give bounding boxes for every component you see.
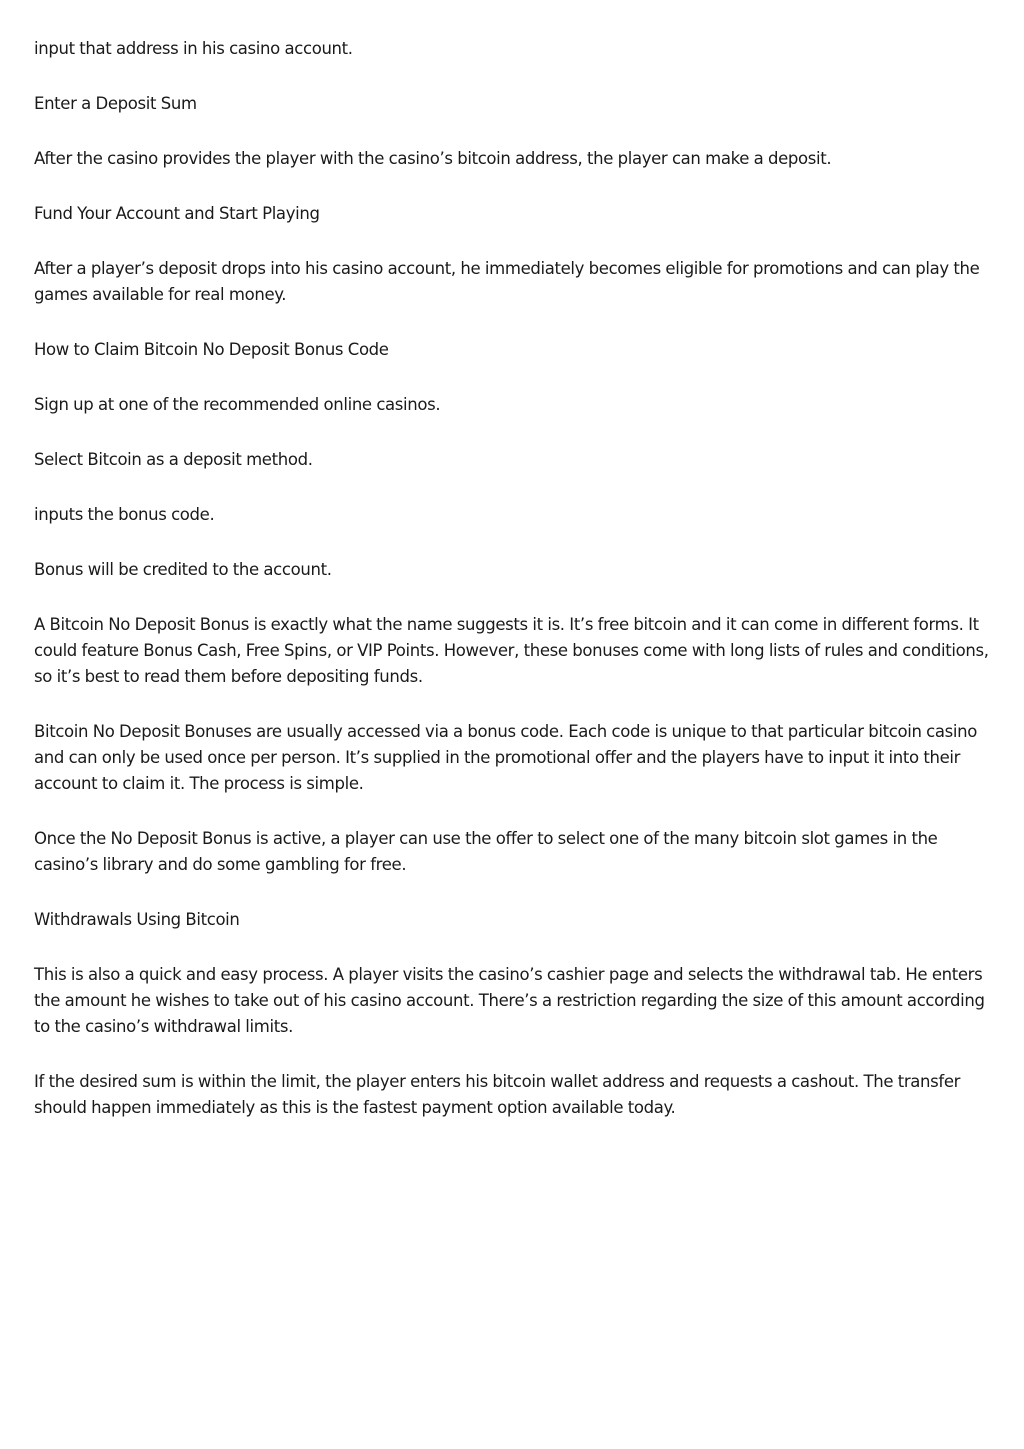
heading-claim-no-deposit-bonus: How to Claim Bitcoin No Deposit Bonus Code: [34, 340, 389, 359]
step-select-bitcoin: Select Bitcoin as a deposit method.: [34, 450, 313, 469]
paragraph-bonus-code-usage: Bitcoin No Deposit Bonuses are usually accessed via a bonus code. Each code is unique to that particular bitcoin casino and can only be used once per person. It’s supplied in the promotional offer and the players have to input it into their account to claim it. The process is simple.: [34, 722, 977, 793]
heading-enter-deposit-sum: Enter a Deposit Sum: [34, 94, 197, 113]
paragraph-no-deposit-bonus-explained: A Bitcoin No Deposit Bonus is exactly what the name suggests it is. It’s free bitcoin and it can come in different forms. It could feature Bonus Cash, Free Spins, or VIP Points. However, these bonuses come with long lists of rules and conditions, so it’s best to read them before depositing funds.: [34, 615, 989, 686]
paragraph-eligible-promotions: After a player’s deposit drops into his casino account, he immediately becomes eligible for promotions and can play the games available for real money.: [34, 259, 980, 304]
heading-fund-account: Fund Your Account and Start Playing: [34, 204, 320, 223]
paragraph-deposit-address-continued: input that address in his casino account.: [34, 39, 353, 58]
step-sign-up: Sign up at one of the recommended online casinos.: [34, 395, 441, 414]
heading-withdrawals: Withdrawals Using Bitcoin: [34, 910, 240, 929]
step-input-bonus-code: inputs the bonus code.: [34, 505, 215, 524]
paragraph-withdrawal-process: This is also a quick and easy process. A player visits the casino’s cashier page and selects the withdrawal tab. He enters the amount he wishes to take out of his casino account. There’s a restriction regarding the size of this amount according to the casino’s withdrawal limits.: [34, 965, 985, 1036]
paragraph-make-deposit: After the casino provides the player with the casino’s bitcoin address, the player can make a deposit.: [34, 149, 832, 168]
step-bonus-credited: Bonus will be credited to the account.: [34, 560, 332, 579]
paragraph-cashout: If the desired sum is within the limit, the player enters his bitcoin wallet address and requests a cashout. The transfer should happen immediately as this is the fastest payment option available today.: [34, 1072, 961, 1117]
paragraph-bonus-active: Once the No Deposit Bonus is active, a player can use the offer to select one of the many bitcoin slot games in the casino’s library and do some gambling for free.: [34, 829, 938, 874]
